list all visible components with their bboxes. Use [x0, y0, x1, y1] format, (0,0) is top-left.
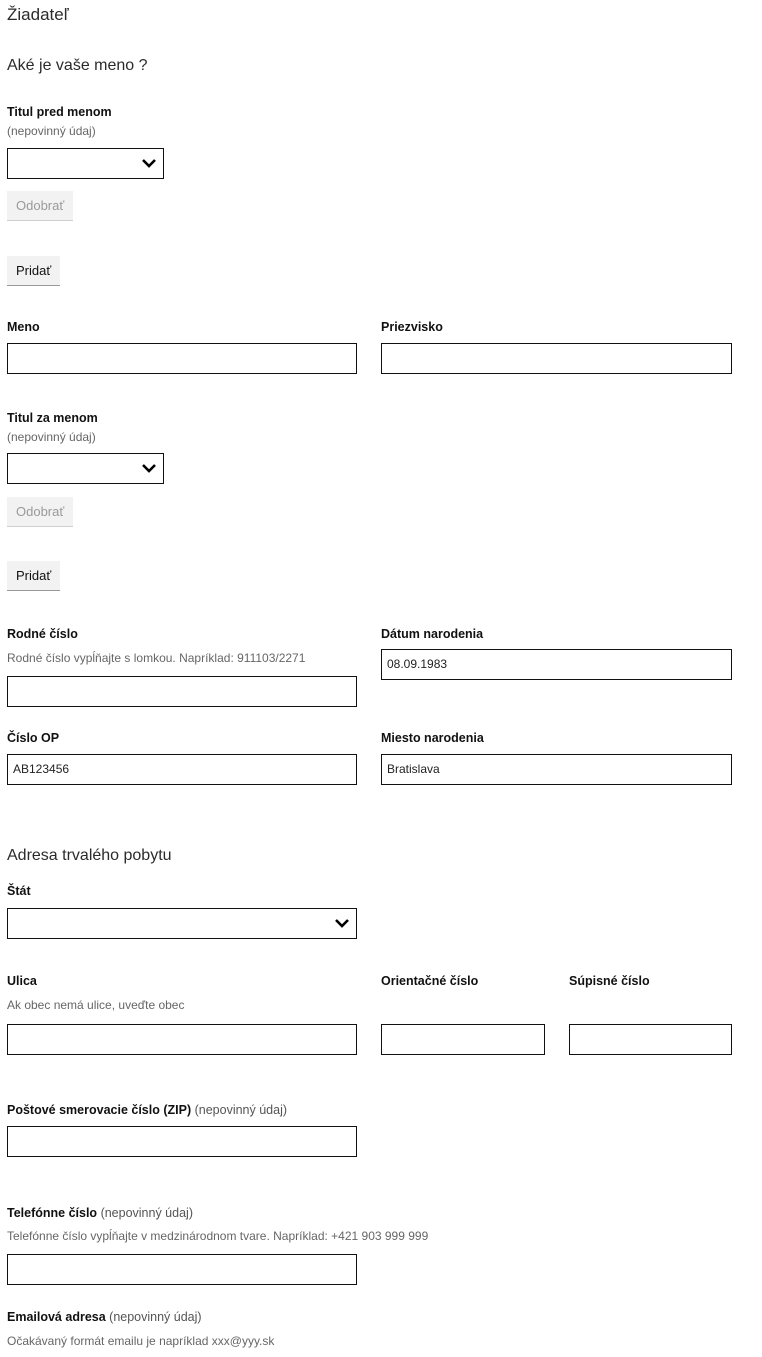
first-name-label: Meno [7, 320, 40, 334]
id-number-label: Číslo OP [7, 731, 60, 745]
title-after-select[interactable] [7, 453, 164, 484]
birth-number-input[interactable] [7, 676, 357, 707]
title-before-remove-button[interactable]: Odobrať [7, 191, 73, 221]
birth-place-label: Miesto narodenia [381, 731, 484, 745]
chevron-down-icon [141, 461, 157, 475]
zip-label [7, 1103, 287, 1117]
title-after-remove-button[interactable]: Odobrať [7, 497, 73, 527]
zip-label-text: Poštové smerovacie číslo (ZIP) [7, 1103, 192, 1117]
title-before-add-button[interactable]: Pridať [7, 256, 60, 286]
title-after-optional: (nepovinný údaj) [7, 430, 96, 444]
page-title: Žiadateľ [7, 5, 69, 24]
phone-label [7, 1206, 193, 1220]
street-input[interactable] [7, 1024, 357, 1055]
email-label-text: Emailová adresa [7, 1310, 106, 1324]
registry-number-input[interactable] [569, 1024, 732, 1055]
birth-place-input[interactable]: Bratislava [381, 754, 732, 785]
address-heading: Adresa trvalého pobytu [7, 847, 172, 864]
chevron-down-icon [141, 156, 157, 170]
first-name-input[interactable] [7, 343, 357, 374]
title-after-add-button[interactable]: Pridať [7, 561, 60, 591]
phone-input[interactable] [7, 1254, 357, 1285]
last-name-input[interactable] [381, 343, 732, 374]
title-before-select[interactable] [7, 148, 164, 179]
title-before-label: Titul pred menom [7, 105, 112, 119]
country-label: Štát [7, 884, 31, 898]
phone-hint: Telefónne číslo vypĺňajte v medzinárodnom tvare. Napríklad: +421 903 999 999 [7, 1229, 429, 1243]
street-hint: Ak obec nemá ulice, uveďte obec [7, 998, 185, 1012]
birth-number-label: Rodné číslo [7, 627, 78, 641]
chevron-down-icon [334, 916, 350, 930]
orientation-number-label: Orientačné číslo [381, 974, 479, 988]
birth-date-label: Dátum narodenia [381, 627, 484, 641]
id-number-input[interactable]: AB123456 [7, 754, 357, 785]
email-label [7, 1310, 202, 1324]
zip-input[interactable] [7, 1126, 357, 1157]
last-name-label: Priezvisko [381, 320, 443, 334]
email-hint: Očakávaný formát emailu je napríklad xxx@yyy.sk [7, 1334, 275, 1348]
zip-optional: (nepovinný údaj) [194, 1103, 288, 1117]
street-label: Ulica [7, 974, 37, 988]
name-question-heading: Aké je vaše meno ? [7, 57, 148, 74]
birth-date-input[interactable]: 08.09.1983 [381, 649, 732, 680]
birth-number-hint: Rodné číslo vypĺňajte s lomkou. Napríklad: 911103/2271 [7, 651, 306, 665]
title-before-optional: (nepovinný údaj) [7, 124, 96, 138]
registry-number-label: Súpisné číslo [569, 974, 650, 988]
country-select[interactable] [7, 908, 357, 939]
phone-label-text: Telefónne číslo [7, 1206, 98, 1220]
phone-optional: (nepovinný údaj) [100, 1206, 193, 1220]
orientation-number-input[interactable] [381, 1024, 545, 1055]
email-optional: (nepovinný údaj) [109, 1310, 202, 1324]
title-after-label: Titul za menom [7, 411, 98, 425]
